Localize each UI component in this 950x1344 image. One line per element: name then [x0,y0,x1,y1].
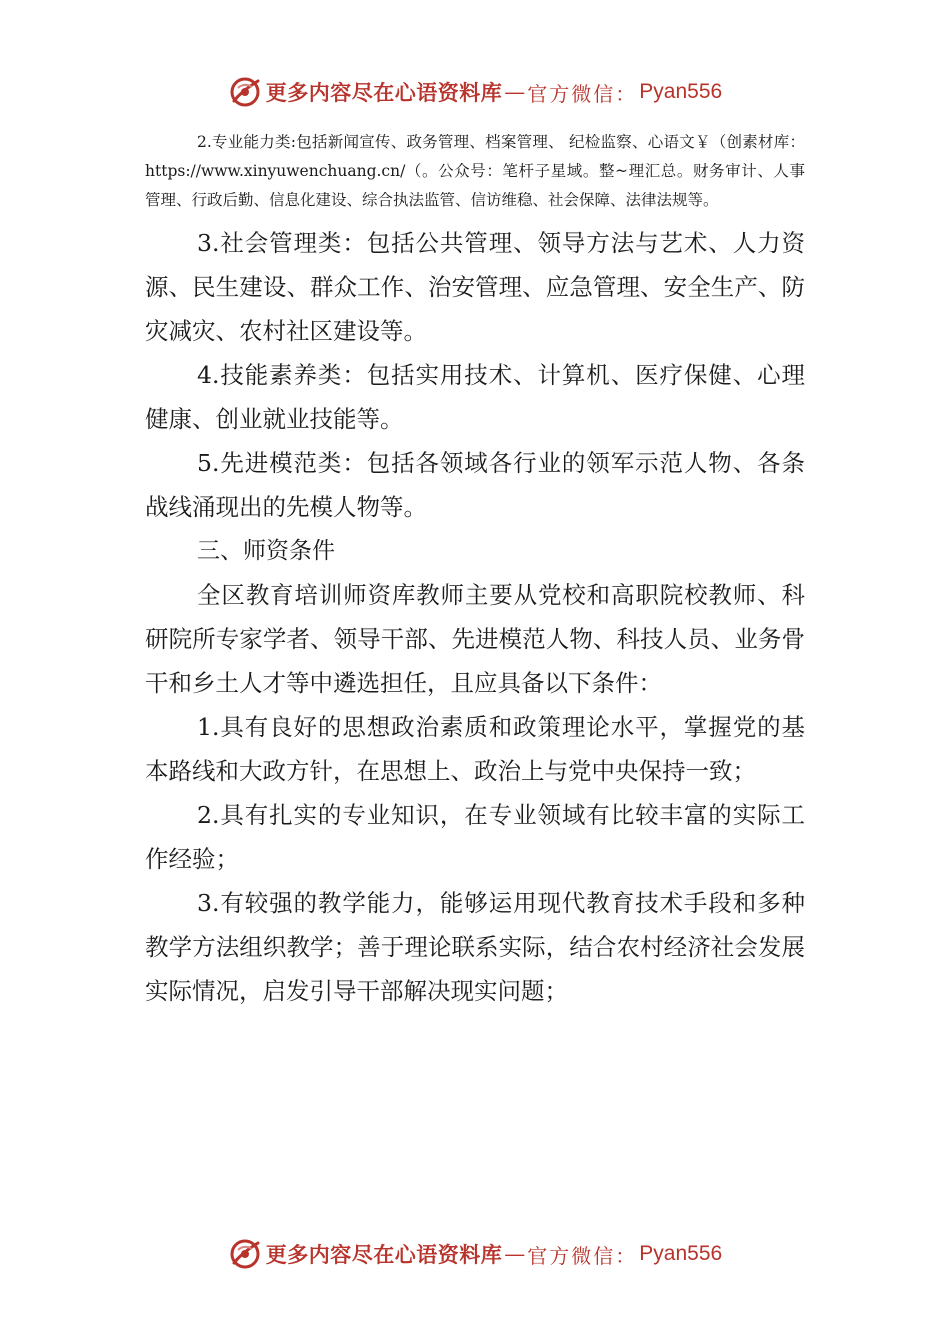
item-professional-ability: 2.专业能力类:包括新闻宣传、政务管理、档案管理、 纪检监察、心语文￥（创素材库：https://www.xinyuwenchuang.cn/（。公众号：笔杆子星域。整~理汇总。财务审计、人事管理、行政后勤、信息化建设、综合执法监管、信访维稳、社会保障、法律法规等。 [145,133,805,209]
watermark-wechat-id: Pyan556 [639,1242,723,1265]
section-heading: 三、师资条件 [197,538,335,564]
document-body [145,128,805,1013]
item-skill-literacy: 4.技能素养类：包括实用技术、计算机、医疗保健、心理健康、创业就业技能等。 [145,361,805,433]
watermark-brand: 更多内容尽在心语资料库 [265,1242,503,1267]
watermark-wechat-label: 官方微信： [527,1243,638,1268]
watermark-wechat-label: 官方微信： [527,81,638,106]
item-social-management: 3.社会管理类：包括公共管理、领导方法与艺术、人力资源、民生建设、群众工作、治安管理、应急管理、安全生产、防灾减灾、农村社区建设等。 [145,229,805,345]
watermark-separator: — [504,80,526,104]
footer-watermark [0,1232,950,1276]
header-watermark [0,70,950,114]
logo-icon [228,1237,262,1271]
condition-3: 3.有较强的教学能力，能够运用现代教育技术手段和多种教学方法组织教学；善于理论联系实际，结合农村经济社会发展实际情况，启发引导干部解决现实问题； [145,889,805,1005]
watermark-separator: — [504,1242,526,1266]
item-advanced-model: 5.先进模范类：包括各领域各行业的领军示范人物、各条战线涌现出的先模人物等。 [145,449,805,521]
watermark-brand: 更多内容尽在心语资料库 [265,80,503,105]
condition-1: 1.具有良好的思想政治素质和政策理论水平，掌握党的基本路线和大政方针，在思想上、政治上与党中央保持一致； [145,713,805,785]
logo-icon [228,75,262,109]
condition-2: 2.具有扎实的专业知识，在专业领域有比较丰富的实际工作经验； [145,801,805,873]
section-intro: 全区教育培训师资库教师主要从党校和高职院校教师、科研院所专家学者、领导干部、先进模范人物、科技人员、业务骨干和乡土人才等中遴选担任，且应具备以下条件： [145,581,805,697]
watermark-wechat-id: Pyan556 [639,80,723,103]
